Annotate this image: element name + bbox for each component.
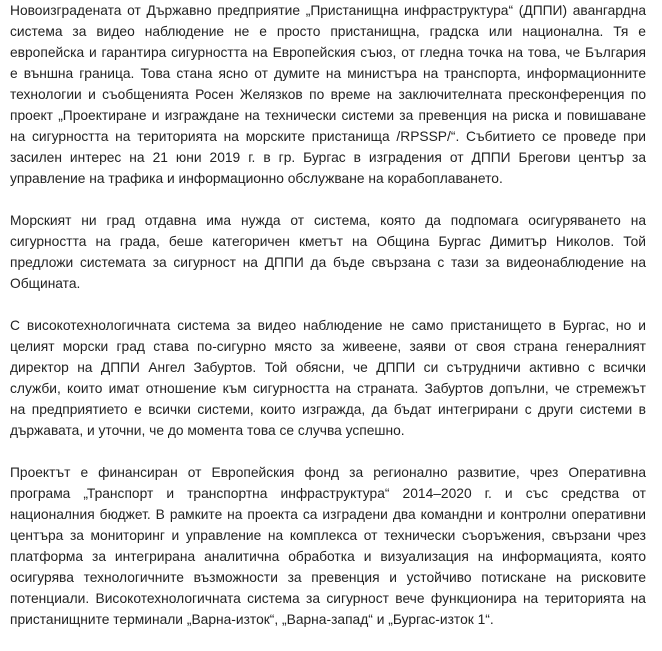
text-line: директор на ДППИ Ангел Забуртов. Той обясни, че ДППИ си сътрудничи активно с всички <box>10 360 646 375</box>
text-line: платформа за интегрирана аналитична обработка и визуализация на информацията, която <box>10 549 646 564</box>
text-line: програма „Транспорт и транспортна инфраструктура“ 2014–2020 г. и със средства от <box>10 486 646 501</box>
text-line: на сигурността на територията на морските пристанища /RPSSP/“. Събитието се проведе при <box>10 129 646 144</box>
text-line: проект „Проектиране и изграждане на технически системи за превенция на риска и повишаване <box>10 108 646 123</box>
paragraph-3 <box>10 315 646 441</box>
text-line: Общината. <box>10 276 81 291</box>
text-line: пристанищните терминали „Варна-изток“, „Варна-запад“ и „Бургас-изток 1“. <box>10 612 494 627</box>
text-line: предложи системата за сигурност на ДППИ да бъде свързана с тази за видеонаблюдение на <box>10 255 646 270</box>
text-line: С високотехнологичната система за видео наблюдение не само пристанището в Бургас, но и <box>10 318 646 333</box>
text-line: управление на трафика и информационно обслужване на корабоплаването. <box>10 171 503 186</box>
text-line: Морският ни град отдавна има нужда от система, която да подпомага осигуряването на <box>10 213 646 228</box>
text-line: целият морски град става по-сигурно място за живеене, заяви от своя страна генералният <box>10 339 646 354</box>
article-body <box>10 0 646 651</box>
text-line: система за видео наблюдение не е просто пристанищна, градска или национална. Тя е <box>10 24 646 39</box>
text-line: технологии и съобщенията Росен Желязков по време на заключителната пресконференция по <box>10 87 646 102</box>
text-line: Проектът е финансиран от Европейския фонд за регионално развитие, чрез Оперативна <box>10 465 646 480</box>
text-line: служби, които имат отношение към сигурността на страната. Забуртов допълни, че стремежът <box>10 381 646 396</box>
paragraph-1 <box>10 0 646 189</box>
text-line: засилен интерес на 21 юни 2019 г. в гр. Бургас в изградения от ДППИ Брегови център за <box>10 150 646 165</box>
text-line: центъра за мониторинг и управление на комплекса от технически съоръжения, свързани чрез <box>10 528 646 543</box>
text-line: сигурността на града, беше категоричен кметът на Община Бургас Димитър Николов. Той <box>10 234 646 249</box>
paragraph-2 <box>10 210 646 294</box>
text-line: Новоизградената от Държавно предприятие „Пристанищна инфраструктура“ (ДППИ) авангардна <box>10 3 646 18</box>
text-line: европейска и гарантира сигурността на Европейския съюз, от гледна точка на това, че България <box>10 45 646 60</box>
text-line: потенциали. Високотехнологичната система за сигурност вече функционира на територията на <box>10 591 646 606</box>
text-line: на предприятието е всички системи, които изгражда, да бъдат интегрирани с други системи в <box>10 402 646 417</box>
text-line: националния бюджет. В рамките на проекта са изградени два командни и контролни оперативни <box>10 507 646 522</box>
text-line: държавата, и уточни, че до момента това се случва успешно. <box>10 423 405 438</box>
text-line: е външна граница. Това стана ясно от думите на министъра на транспорта, информационните <box>10 66 646 81</box>
text-line: осигурява технологичните възможности за превенция и устойчиво потискане на рисковите <box>10 570 646 585</box>
paragraph-4 <box>10 462 646 630</box>
